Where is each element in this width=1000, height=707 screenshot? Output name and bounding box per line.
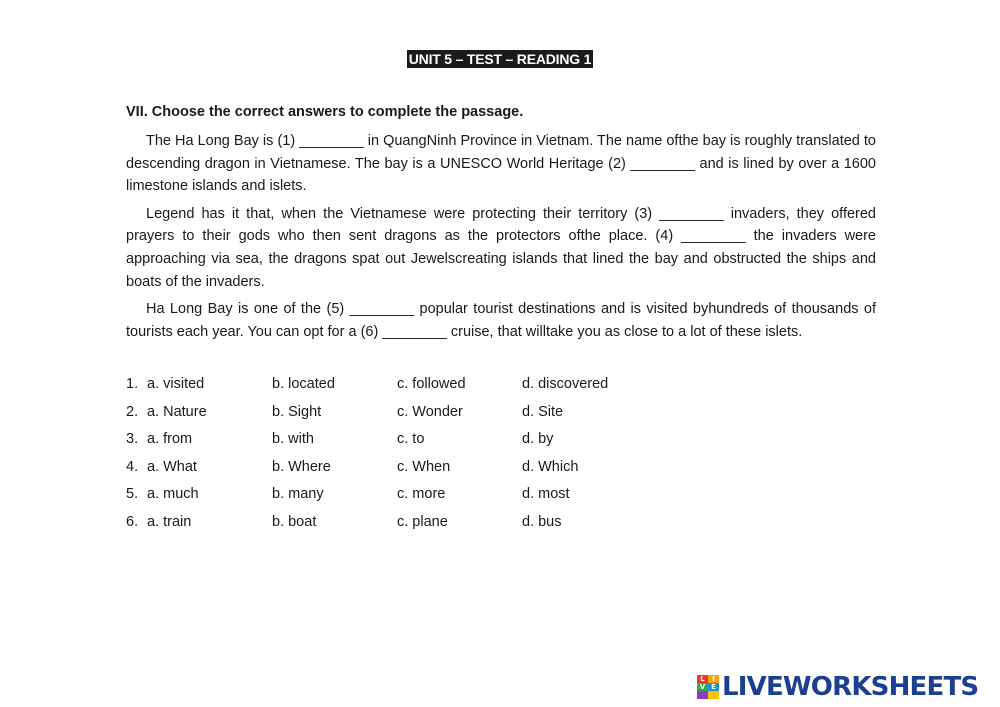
option-c[interactable]: c. more xyxy=(397,486,446,502)
question-row-5 xyxy=(126,486,726,514)
logo-mark-cell: E xyxy=(708,683,719,691)
question-row-2 xyxy=(126,404,726,432)
option-b[interactable]: b. boat xyxy=(272,513,317,530)
liveworksheets-logo xyxy=(697,672,978,702)
option-a[interactable]: a. from xyxy=(147,431,193,447)
question-row-4 xyxy=(126,459,726,487)
worksheet-title-bar xyxy=(0,50,1000,69)
question-number: 3. xyxy=(126,431,139,447)
option-c[interactable]: c. Wonder xyxy=(397,403,463,420)
question-number: 1. xyxy=(126,376,139,392)
logo-mark-icon xyxy=(697,675,719,699)
option-d[interactable]: d. discovered xyxy=(522,376,609,392)
question-number: 4. xyxy=(126,458,139,475)
option-b[interactable]: b. many xyxy=(272,486,324,502)
question-row-3 xyxy=(126,431,726,459)
option-d[interactable]: d. Which xyxy=(522,458,579,475)
option-d[interactable]: d. most xyxy=(522,486,570,502)
option-a[interactable]: a. What xyxy=(147,458,197,475)
reading-passage xyxy=(126,130,876,348)
passage-paragraph-3: Ha Long Bay is one of the (5) ________ popular tourist destinations and is visited byhundreds of thousands of tourists each year. You can opt for a (6) ________ cruise, that willtake you as close to a lot of these islets. xyxy=(126,300,876,340)
worksheet-title: UNIT 5 – TEST – READING 1 xyxy=(408,51,592,67)
option-b[interactable]: b. Sight xyxy=(272,403,322,420)
option-d[interactable]: d. Site xyxy=(522,403,564,420)
option-c[interactable]: c. When xyxy=(397,458,451,475)
logo-text: LIVEWORKSHEETS xyxy=(722,672,979,702)
option-d[interactable]: d. bus xyxy=(522,513,562,530)
option-c[interactable]: c. to xyxy=(397,431,425,447)
logo-mark-cell xyxy=(708,691,719,699)
option-b[interactable]: b. with xyxy=(272,431,314,447)
question-row-6 xyxy=(126,514,726,542)
option-a[interactable]: a. train xyxy=(147,513,192,530)
option-a[interactable]: a. much xyxy=(147,486,199,502)
logo-mark-cell: V xyxy=(697,683,708,691)
option-c[interactable]: c. followed xyxy=(397,376,466,392)
logo-mark-cell xyxy=(697,691,708,699)
question-number: 5. xyxy=(126,486,139,502)
passage-paragraph-2: Legend has it that, when the Vietnamese were protecting their territory (3) ________ invaders, they offered prayers to their gods who then sent dragons as the protectors ofthe place. (4) ________ the invaders were approaching via sea, the dragons spat out Jewelscreating islands that lined the bay and obstructed the ships and boats of the invaders. xyxy=(126,205,876,290)
question-number: 2. xyxy=(126,403,139,420)
section-heading: VII. Choose the correct answers to complete the passage. xyxy=(126,104,524,120)
option-a[interactable]: a. visited xyxy=(147,376,205,392)
question-number: 6. xyxy=(126,513,139,530)
option-a[interactable]: a. Nature xyxy=(147,403,207,420)
option-b[interactable]: b. located xyxy=(272,376,335,392)
option-d[interactable]: d. by xyxy=(522,431,554,447)
passage-paragraph-1: The Ha Long Bay is (1) ________ in QuangNinh Province in Vietnam. The name ofthe bay is roughly translated to descending dragon in Vietnamese. The bay is a UNESCO World Heritage (2) ________ and is lined by over a 1600 limestone islands and islets. xyxy=(126,133,876,195)
option-b[interactable]: b. Where xyxy=(272,458,331,475)
logo-mark-cell: I xyxy=(708,675,719,683)
option-c[interactable]: c. plane xyxy=(397,513,448,530)
answer-options xyxy=(126,376,726,541)
question-row-1 xyxy=(126,376,726,404)
logo-mark-cell: L xyxy=(697,675,708,683)
